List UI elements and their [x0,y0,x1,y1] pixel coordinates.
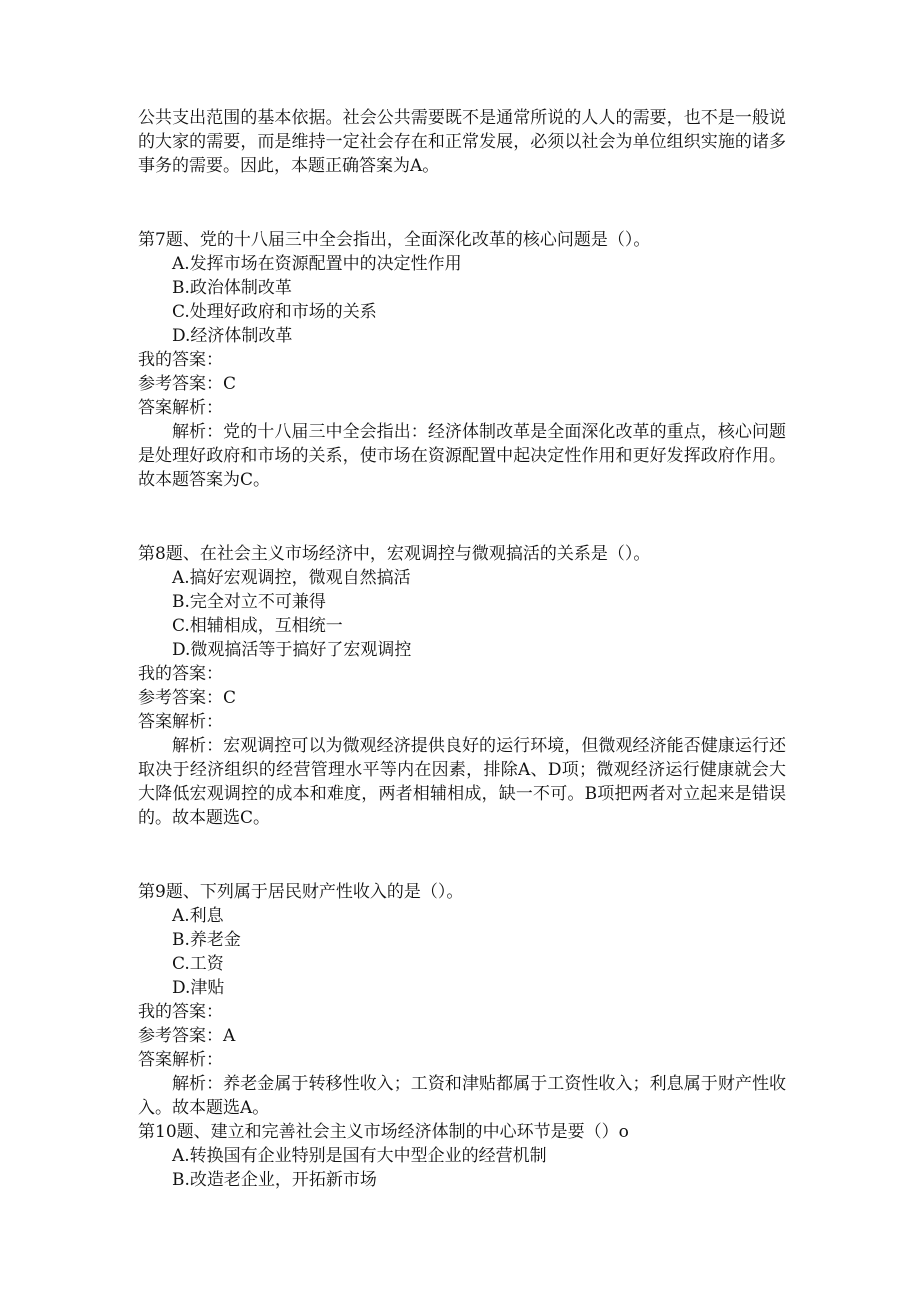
reference-answer: 参考答案：C [138,374,237,394]
question-9 [138,880,786,1120]
option-b: B.改造老企业，开拓新市场 [172,1170,377,1190]
option-a: A.发挥市场在资源配置中的决定性作用 [172,254,462,274]
option-a: A.搞好宏观调控，微观自然搞活 [172,568,411,588]
my-answer-label: 我的答案： [138,350,223,370]
option-b: B.养老金 [172,930,241,950]
analysis-label: 答案解析： [138,712,223,732]
option-c: C.相辅相成，互相统一 [172,616,343,636]
my-answer-label: 我的答案： [138,664,223,684]
reference-answer: 参考答案：C [138,688,237,708]
question-stem: 第8题、在社会主义市场经济中，宏观调控与微观搞活的关系是（）。 [138,544,651,564]
intro-paragraph: 公共支出范围的基本依据。社会公共需要既不是通常所说的人人的需要，也不是一般说的大家的需要，而是维持一定社会存在和正常发展，必须以社会为单位组织实施的诸多事务的需要。因此，本题正确答案为A。 [138,108,786,176]
document-page [138,106,786,1192]
analysis-label: 答案解析： [138,1050,223,1070]
question-stem: 第7题、党的十八届三中全会指出，全面深化改革的核心问题是（）。 [138,230,651,250]
option-c: C.工资 [172,954,224,974]
question-stem: 第10题、建立和完善社会主义市场经济体制的中心环节是要（）o [138,1122,629,1142]
option-a: A.利息 [172,906,224,926]
analysis-text: 解析：养老金属于转移性收入；工资和津贴都属于工资性收入；利息属于财产性收入。故本题选A。 [138,1074,786,1118]
question-7 [138,228,786,492]
reference-answer: 参考答案：A [138,1026,236,1046]
my-answer-label: 我的答案： [138,1002,223,1022]
option-a: A.转换国有企业特别是国有大中型企业的经营机制 [172,1146,547,1166]
option-d: D.津贴 [172,978,225,998]
question-10 [138,1120,786,1192]
option-d: D.微观搞活等于搞好了宏观调控 [172,640,412,660]
option-b: B.政治体制改革 [172,278,292,298]
option-b: B.完全对立不可兼得 [172,592,326,612]
analysis-text: 解析：宏观调控可以为微观经济提供良好的运行环境，但微观经济能否健康运行还取决于经济组织的经营管理水平等内在因素，排除A、D项；微观经济运行健康就会大大降低宏观调控的成本和难度，两者相辅相成，缺一不可。B项把两者对立起来是错误的。故本题选C。 [138,736,786,828]
question-stem: 第9题、下列属于居民财产性收入的是（）。 [138,882,464,902]
option-d: D.经济体制改革 [172,326,293,346]
analysis-label: 答案解析： [138,398,223,418]
analysis-text: 解析：党的十八届三中全会指出：经济体制改革是全面深化改革的重点，核心问题是处理好政府和市场的关系，使市场在资源配置中起决定性作用和更好发挥政府作用。故本题答案为C。 [138,422,786,490]
question-8 [138,542,786,830]
option-c: C.处理好政府和市场的关系 [172,302,377,322]
